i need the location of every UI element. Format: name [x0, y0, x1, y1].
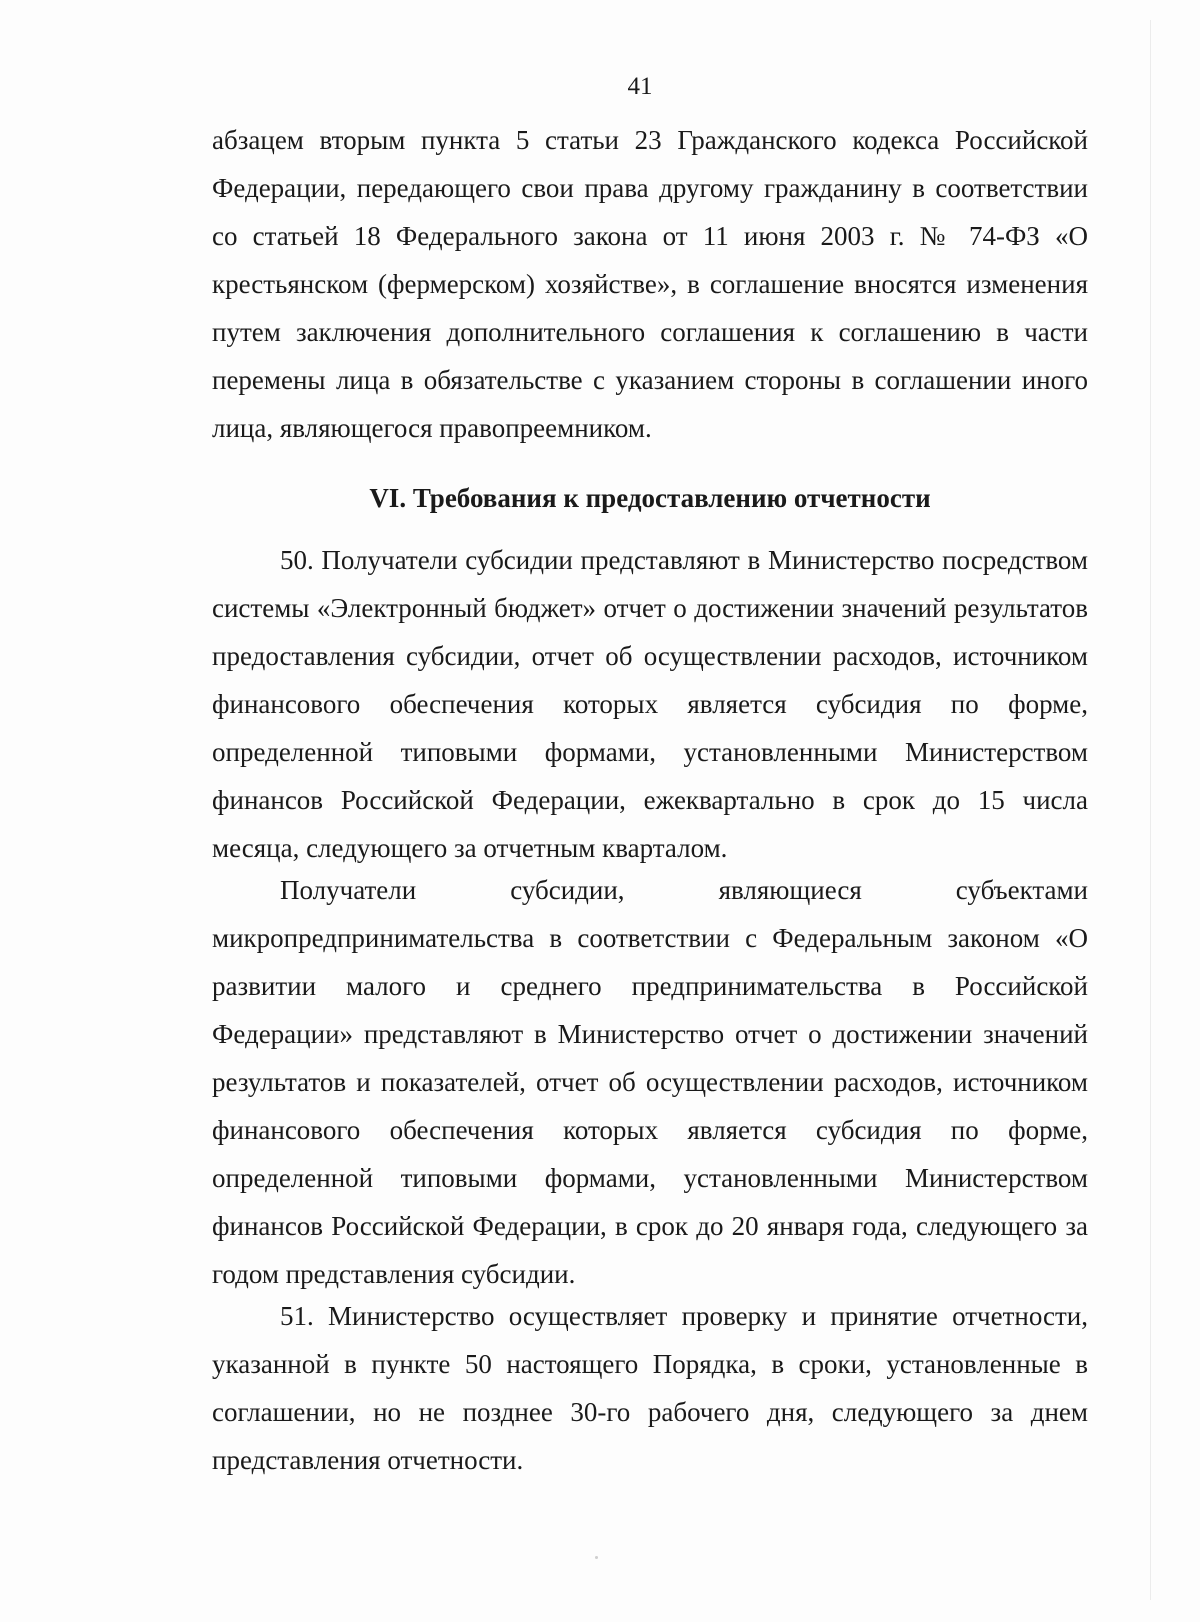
scan-artifact-dot — [595, 1556, 598, 1559]
section-title: VI. Требования к предоставлению отчетности — [369, 483, 931, 513]
intro-paragraph: абзацем вторым пункта 5 статьи 23 Гражданского кодекса Российской Федерации, передающего свои права другому гражданину в соответствии со статьей 18 Федерального закона от 11 июня 2003 г. № 74-ФЗ «О крестьянском (фермерском) хозяйстве», в соглашение вносятся изменения путем заключения дополнительного соглашения к соглашению в части перемены лица в обязательстве с указанием стороны в соглашении иного лица, являющегося правопреемником. — [212, 125, 1088, 443]
scan-artifact-line — [1150, 20, 1151, 1600]
page-number: 41 — [627, 73, 653, 100]
paragraph-50-block — [212, 536, 1088, 872]
paragraph-51-block — [212, 1292, 1088, 1484]
paragraph-51: 51. Министерство осуществляет проверку и принятие отчетности, указанной в пункте 50 настоящего Порядка, в сроки, установленные в соглашении, но не позднее 30-го рабочего дня, следующего за днем представления отчетности. — [212, 1301, 1088, 1475]
intro-paragraph-block — [212, 116, 1088, 452]
paragraph-50: 50. Получатели субсидии представляют в Министерство посредством системы «Электронный бюджет» отчет о достижении значений результатов предоставления субсидии, отчет об осуществлении расходов, источником финансового обеспечения которых является субсидия по форме, определенной типовыми формами, установленными Министерством финансов Российской Федерации, ежеквартально в срок до 15 числа месяца, следующего за отчетным кварталом. — [212, 545, 1088, 863]
paragraph-50-second-block — [212, 866, 1088, 1298]
paragraph-50-second: Получатели субсидии, являющиеся субъектами микропредпринимательства в соответствии с Федеральным законом «О развитии малого и среднего предпринимательства в Российской Федерации» представляют в Министерство отчет о достижении значений результатов и показателей, отчет об осуществлении расходов, источником финансового обеспечения которых является субсидия по форме, определенной типовыми формами, установленными Министерством финансов Российской Федерации, в срок до 20 января года, следующего за годом представления субсидии. — [212, 875, 1088, 1289]
